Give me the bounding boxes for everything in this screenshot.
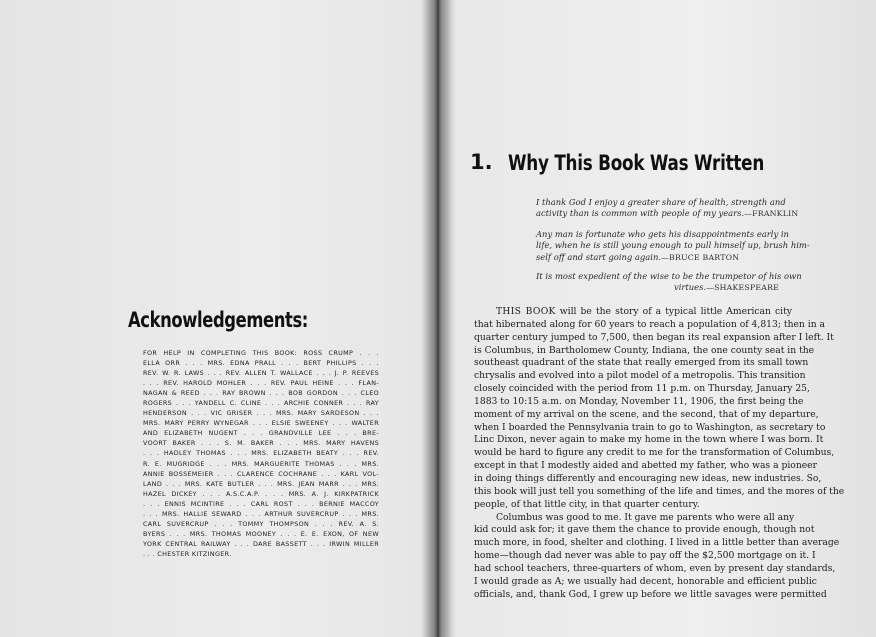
epigraph-franklin bbox=[536, 197, 799, 220]
ack-line: REV. W. R. LAWS . . . REV. ALLEN T. WALLACE . . . J. P. REEVES bbox=[143, 369, 379, 378]
body-line: quarter century jumped to 7,500, then began its real expansion after I left. It bbox=[474, 331, 834, 343]
chapter-title: Why This Book Was Written bbox=[508, 151, 765, 175]
ack-line: VOORT BAKER . . . S. M. BAKER . . . MRS. MARY HAVENS bbox=[143, 439, 379, 448]
quote-attribution: —FRANKLIN bbox=[744, 209, 799, 219]
body-line: except in that I modestly aided and abetted my father, who was a pioneer bbox=[474, 460, 818, 472]
ack-line: . . . ENNIS MCINTIRE . . . CARL ROST . . . BERNIE MACCOY bbox=[143, 499, 379, 508]
quote-attribution: —SHAKESPEARE bbox=[706, 283, 780, 293]
body-line: southeast quadrant of the state that really emerged from its small town bbox=[474, 357, 809, 369]
quote-attribution: —BRUCE BARTON bbox=[661, 252, 740, 262]
quote-line: Any man is fortunate who gets his disappointments early in bbox=[536, 229, 789, 239]
body-line: kid could ask for; it gave them the chance to provide enough, though not bbox=[474, 524, 815, 536]
ack-line: . . . REV. HAROLD MOHLER . . . REV. PAUL HEINE . . . FLAN- bbox=[143, 379, 379, 388]
body-line: Linc Dixon, never again to make my home in the town where I was born. It bbox=[474, 434, 824, 446]
ack-line: YORK CENTRAL RAILWAY . . . DARE BASSETT . . . IRWIN MILLER bbox=[143, 539, 379, 548]
body-line: much more, in food, shelter and clothing. I lived in a little better than average bbox=[474, 537, 840, 549]
ack-line: . . . MRS. HALLIE SEWARD . . . ARTHUR SUVERCRUP . . . MRS. bbox=[143, 509, 379, 518]
body-line: would be hard to figure any credit to me for the transformation of Columbus, bbox=[474, 447, 835, 459]
body-line: had school teachers, three-quarters of whom, even by present day standards, bbox=[474, 562, 836, 574]
body-line: people, of that little city, in that quarter century. bbox=[474, 498, 700, 510]
ack-line: BYERS . . . MRS. THOMAS MOONEY . . . E. E. EXON, OF NEW bbox=[143, 529, 379, 538]
quote-line: virtues. bbox=[674, 282, 707, 293]
ack-line: CARL SUVERCRUP . . . TOMMY THOMPSON . . . REV. A. S. bbox=[143, 519, 379, 528]
body-line: will be the story of a typical little American city bbox=[555, 306, 792, 317]
acknowledgements-heading: Acknowledgements: bbox=[128, 308, 308, 332]
body-line: chrysalis and evolved into a pilot model of a metropolis. This transition bbox=[474, 370, 806, 382]
body-line: I would grade as A; we usually had decent, honorable and efficient public bbox=[474, 575, 817, 587]
body-line: this book will just tell you something of the life and times, and the mores of the bbox=[474, 485, 845, 497]
ack-line: . . . CHESTER KITZINGER. bbox=[143, 549, 232, 558]
quote-line: I thank God I enjoy a greater share of health, strength and bbox=[536, 197, 786, 207]
ack-line: ELLA ORR . . . MRS. EDNA PRALL . . . BERT PHILLIPS . . . bbox=[143, 359, 379, 368]
quote-line: activity than is common with people of my years. bbox=[536, 208, 745, 219]
ack-line: R. E. MUGRIDGE . . . MRS. MARGUERITE THOMAS . . . MRS. bbox=[143, 459, 379, 468]
quote-line: self off and start going again. bbox=[536, 251, 662, 262]
body-lead: THIS BOOK bbox=[496, 306, 556, 317]
ack-line: . . . HADLEY THOMAS . . . MRS. ELIZABETH BEATY . . . REV. bbox=[143, 449, 379, 458]
ack-line: HENDERSON . . . VIC GRISER . . . MRS. MARY SARDESON . . . bbox=[143, 409, 379, 418]
quote-line: life, when he is still young enough to pull himself up, brush him- bbox=[536, 240, 810, 251]
quote-line: It is most expedient of the wise to be the trumpetor of his own bbox=[536, 271, 802, 281]
chapter-number: 1. bbox=[470, 150, 493, 174]
ack-line: LAND . . . MRS. KATE BUTLER . . . MRS. JEAN MARR . . . MRS. bbox=[143, 479, 379, 488]
ack-line: NAGAN & REED . . . RAY BROWN . . . BOB GORDON . . . CLEO bbox=[143, 389, 379, 398]
ack-line: HAZEL DICKEY . . . A.S.C.A.P. . . . MRS. A. J. KIRKPATRICK bbox=[143, 489, 379, 498]
body-line: that hibernated along for 60 years to reach a population of 4,813; then in a bbox=[474, 318, 826, 330]
body-line: home—though dad never was able to pay off the $2,500 mortgage on it. I bbox=[474, 550, 816, 562]
ack-line: ROGERS . . . YANDELL C. CLINE . . . ARCHIE CONNER . . . RAY bbox=[143, 399, 379, 408]
ack-line: ANNIE BOSSEMEIER . . . CLARENCE COCHRANE . . . KARL VOL- bbox=[143, 469, 379, 478]
body-line: when I boarded the Pennsylvania train to go to Washington, as secretary to bbox=[474, 421, 826, 433]
body-line: Columbus was good to me. It gave me parents who were all any bbox=[496, 511, 795, 523]
body-line: in doing things differently and encouraging new ideas, new industries. So, bbox=[474, 472, 822, 484]
right-page bbox=[440, 0, 876, 637]
body-line: officials, and, thank God, I grew up before we little savages were permitted bbox=[474, 588, 827, 600]
ack-line: MRS. MARY PERRY WYNEGAR . . . ELSIE SWEENEY . . . WALTER bbox=[143, 419, 379, 428]
body-line: is Columbus, in Bartholomew County, Indiana, the one county seat in the bbox=[474, 344, 815, 356]
ack-line: AND ELIZABETH NUGENT . . . GRANDVILLE LEE . . . BRE- bbox=[143, 429, 379, 438]
chapter-body bbox=[474, 306, 845, 601]
epigraph-shakespeare bbox=[536, 271, 802, 294]
ack-line: FOR HELP IN COMPLETING THIS BOOK: ROSS CRUMP . . . bbox=[143, 349, 379, 357]
body-line: moment of my arrival on the scene, and the second, that of my departure, bbox=[474, 408, 819, 420]
epigraph-barton bbox=[536, 229, 810, 263]
body-line: closely coincided with the period from 11 p.m. on Thursday, January 25, bbox=[474, 383, 810, 395]
left-page bbox=[0, 0, 436, 637]
acknowledgements-list bbox=[143, 348, 379, 559]
body-line: 1883 to 10:15 a.m. on Monday, November 11, 1906, the first being the bbox=[474, 395, 804, 407]
